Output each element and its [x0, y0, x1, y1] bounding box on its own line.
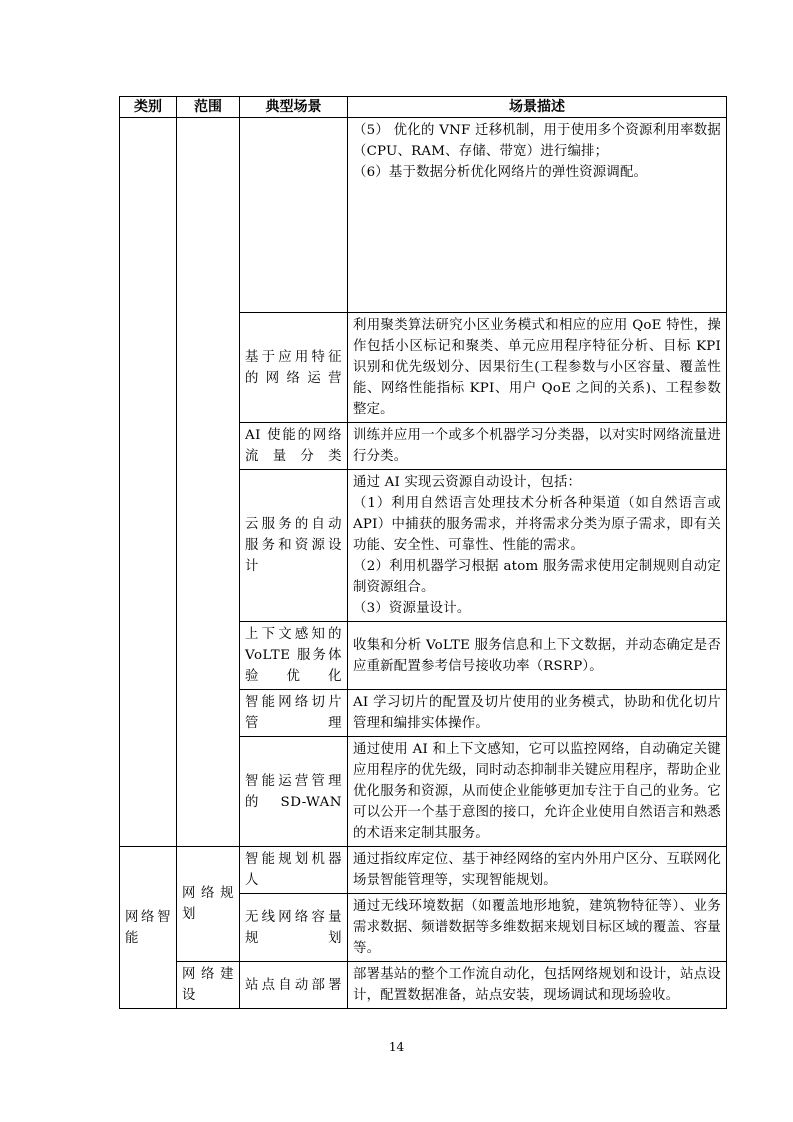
scene-cell: 无线网络容量规划 [240, 894, 348, 962]
description-cell [348, 313, 727, 423]
category-cell-empty [120, 118, 177, 847]
scenario-table [119, 96, 727, 1009]
desc-line: 通过指纹库定位、基于神经网络的室内外用户区分、互联网化场景智能管理等，实现智能规划。 [353, 852, 721, 888]
description-cell [348, 737, 727, 847]
description-cell [348, 847, 727, 894]
scene-cell: 基于应用特征的网络运营 [240, 313, 348, 423]
description-cell [348, 622, 727, 690]
header-description: 场景描述 [348, 97, 727, 118]
scene-cell: 智能运营管理的 SD-WAN [240, 737, 348, 847]
scene-cell-empty [240, 118, 348, 313]
table-row [120, 118, 727, 313]
desc-line: 训练并应用一个或多个机器学习分类器，以对实时网络流量进行分类。 [353, 428, 721, 464]
description-cell [348, 962, 727, 1009]
header-scene: 典型场景 [240, 97, 348, 118]
desc-line: AI 学习切片的配置及切片使用的业务模式，协助和优化切片管理和编排实体操作。 [353, 695, 721, 731]
description-cell [348, 894, 727, 962]
desc-line: （2）利用机器学习根据 atom 服务需求使用定制规则自动定制资源组合。 [353, 559, 721, 595]
header-category: 类别 [120, 97, 177, 118]
desc-line: （6）基于数据分析优化网络片的弹性资源调配。 [353, 165, 648, 180]
description-cell [348, 690, 727, 737]
description-cell [348, 118, 727, 313]
table-header-row [120, 97, 727, 118]
desc-line: 通过使用 AI 和上下文感知，它可以监控网络，自动确定关键应用程序的优先级，同时动态抑制非关键应用程序，帮助企业优化服务和资源，从而使企业能够更加专注于自己的业务。它可以公开一个基于意图的接口，允许企业使用自然语言和熟悉的术语来定制其服务。 [353, 742, 721, 841]
desc-line: （1）利用自然语言处理技术分析各种渠道（如自然语言或 API）中捕获的服务需求，并将需求分类为原子需求，即有关功能、安全性、可靠性、性能的需求。 [353, 496, 721, 553]
range-cell: 网络建设 [177, 962, 240, 1009]
range-cell: 网络规划 [177, 847, 240, 962]
scene-cell: 上下文感知的 VoLTE 服务体验优化 [240, 622, 348, 690]
range-cell-empty [177, 118, 240, 847]
desc-line: （3）资源量设计。 [353, 601, 471, 616]
scene-cell: 智能规划机器人 [240, 847, 348, 894]
scene-cell: AI 使能的网络流量分类 [240, 423, 348, 470]
header-range: 范围 [177, 97, 240, 118]
scene-cell: 智能网络切片管理 [240, 690, 348, 737]
scene-cell: 云服务的自动服务和资源设计 [240, 470, 348, 622]
desc-line: 利用聚类算法研究小区业务模式和相应的应用 QoE 特性，操作包括小区标记和聚类、单元应用程序特征分析、目标 KPI 识别和优先级划分、因果衍生(工程参数与小区容量、覆盖性能、网络性能指标 KPI、用户 QoE 之间的关系)、工程参数整定。 [353, 318, 721, 417]
table-row [120, 962, 727, 1009]
desc-line: （5） 优化的 VNF 迁移机制，用于使用多个资源利用率数据（CPU、RAM、存储、带宽）进行编排； [353, 123, 721, 159]
scene-cell: 站点自动部署 [240, 962, 348, 1009]
description-cell [348, 470, 727, 622]
desc-line: 收集和分析 VoLTE 服务信息和上下文数据，并动态确定是否应重新配置参考信号接收功率（RSRP）。 [353, 637, 721, 674]
desc-line: 通过无线环境数据（如覆盖地形地貌，建筑物特征等）、业务需求数据、频谱数据等多维数据来规划目标区域的覆盖、容量等。 [353, 899, 721, 956]
desc-line: 通过 AI 实现云资源自动设计，包括： [353, 475, 582, 490]
desc-line: 部署基站的整个工作流自动化，包括网络规划和设计，站点设计，配置数据准备，站点安装，现场调试和现场验收。 [353, 967, 721, 1003]
description-cell [348, 423, 727, 470]
table-row [120, 847, 727, 894]
page-number: 14 [388, 1040, 405, 1054]
category-cell: 网络智能 [120, 847, 177, 1009]
